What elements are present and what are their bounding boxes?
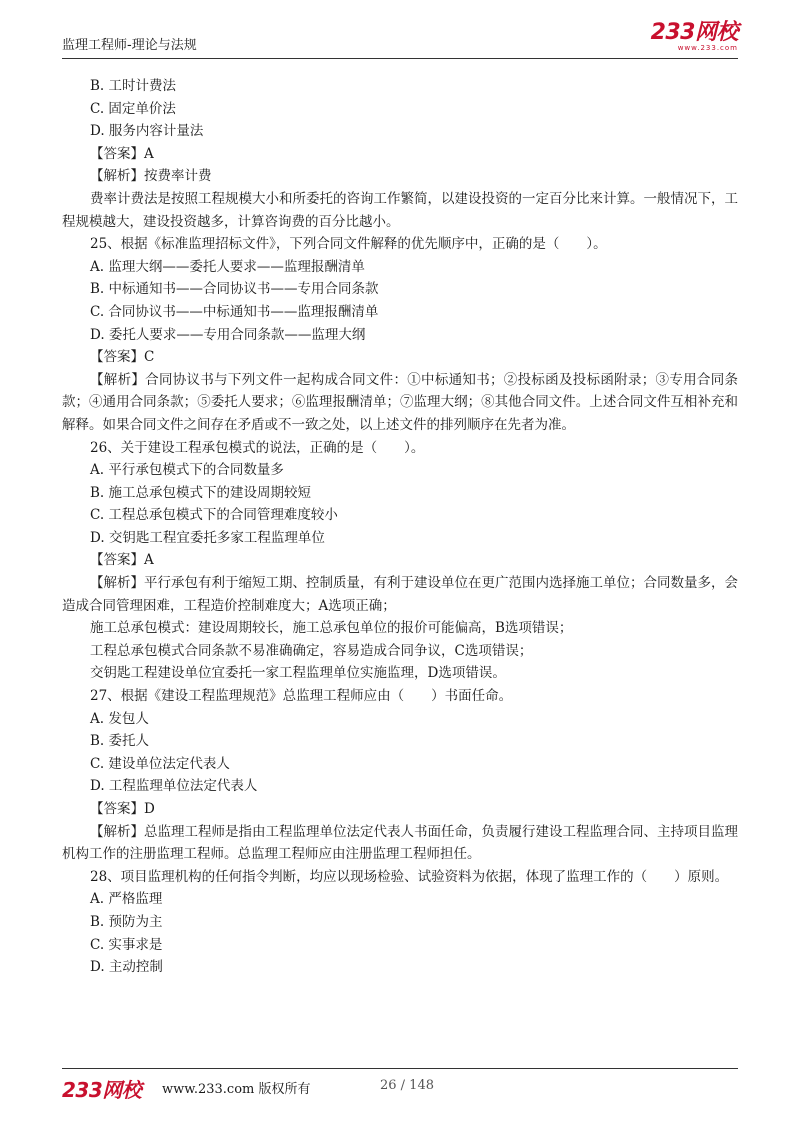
brand-logo (651, 22, 738, 52)
q27-option-a: A. 发包人 (90, 710, 149, 727)
q25-option-d: D. 委托人要求——专用合同条款——监理大纲 (90, 326, 366, 343)
q25-option-b: B. 中标通知书——合同协议书——专用合同条款 (90, 281, 379, 298)
q26-option-d: D. 交钥匙工程宜委托多家工程监理单位 (90, 529, 325, 546)
q24-analysis-head: 【解析】按费率计费 (90, 168, 212, 185)
q25-question: 25、根据《标准监理招标文件》，下列合同文件解释的优先顺序中，正确的是（ ）。 (90, 236, 607, 253)
q26-analysis: 【解析】平行承包有利于缩短工期、控制质量，有利于建设单位在更广范围内选择施工单位；合同数量多，会造成合同管理困难，工程造价控制难度大；A选项正确； (62, 575, 738, 614)
header-title: 监理工程师-理论与法规 (62, 38, 197, 53)
q24-option-d: D. 服务内容计量法 (90, 123, 204, 140)
q26-analysis-line: 施工总承包模式：建设周期较长，施工总承包单位的报价可能偏高，B选项错误； (90, 620, 573, 637)
logo-url: www.233.com (677, 44, 738, 52)
footer-divider (62, 1068, 738, 1069)
q27-option-c: C. 建设单位法定代表人 (90, 755, 230, 772)
q26-option-b: B. 施工总承包模式下的建设周期较短 (90, 484, 312, 501)
q25-analysis: 【解析】合同协议书与下列文件一起构成合同文件：①中标通知书；②投标函及投标函附录；③专用合同条款；④通用合同条款；⑤委托人要求；⑥监理报酬清单；⑦监理大纲；⑧其他合同文件。上述合同文件互相补充和解释。如果合同文件之间存在矛盾或不一致之处，以上述文件的排列顺序在先者为准。 (62, 371, 738, 433)
q28-question: 28、项目监理机构的任何指令判断，均应以现场检验、试验资料为依据，体现了监理工作的（ ）原则。 (90, 868, 729, 885)
q26-option-a: A. 平行承包模式下的合同数量多 (90, 462, 284, 479)
page-footer (62, 1074, 738, 1102)
q25-option-a: A. 监理大纲——委托人要求——监理报酬清单 (90, 258, 365, 275)
q25-option-c: C. 合同协议书——中标通知书——监理报酬清单 (90, 303, 379, 320)
q26-option-c: C. 工程总承包模式下的合同管理难度较小 (90, 507, 338, 524)
q25-answer: 【答案】C (90, 349, 155, 366)
page-number: 26 / 148 (380, 1078, 434, 1093)
page-header (62, 22, 738, 58)
q26-question: 26、关于建设工程承包模式的说法，正确的是（ ）。 (90, 439, 425, 456)
q24-analysis: 费率计费法是按照工程规模大小和所委托的咨询工作繁简，以建设投资的一定百分比来计算。一般情况下，工程规模越大，建设投资越多，计算咨询费的百分比越小。 (62, 190, 738, 230)
q28-option-c: C. 实事求是 (90, 936, 163, 953)
q27-option-d: D. 工程监理单位法定代表人 (90, 778, 258, 795)
q24-answer: 【答案】A (90, 145, 154, 162)
page-content (62, 75, 738, 979)
footer-logo: 233网校 (62, 1078, 142, 1102)
q26-analysis-line: 工程总承包模式合同条款不易准确确定，容易造成合同争议，C选项错误； (90, 642, 533, 659)
q27-option-b: B. 委托人 (90, 733, 150, 750)
q27-question: 27、根据《建设工程监理规范》总监理工程师应由（ ）书面任命。 (90, 688, 513, 705)
q26-analysis-line: 交钥匙工程建设单位宜委托一家工程监理单位实施监理，D选项错误。 (90, 665, 506, 682)
footer-copyright: www.233.com 版权所有 (162, 1082, 311, 1097)
q28-option-b: B. 预防为主 (90, 913, 163, 930)
q28-option-a: A. 严格监理 (90, 891, 163, 908)
q24-option-b: B. 工时计费法 (90, 78, 177, 94)
q24-option-c: C. 固定单价法 (90, 100, 176, 117)
q28-option-d: D. 主动控制 (90, 959, 163, 976)
logo-text: 233网校 (650, 20, 738, 45)
q27-analysis: 【解析】总监理工程师是指由工程监理单位法定代表人书面任命，负责履行建设工程监理合同、主持项目监理机构工作的注册监理工程师。总监理工程师应由注册监理工程师担任。 (62, 823, 738, 863)
q26-answer: 【答案】A (90, 552, 154, 569)
header-divider (62, 58, 738, 59)
q27-answer: 【答案】D (90, 801, 155, 817)
